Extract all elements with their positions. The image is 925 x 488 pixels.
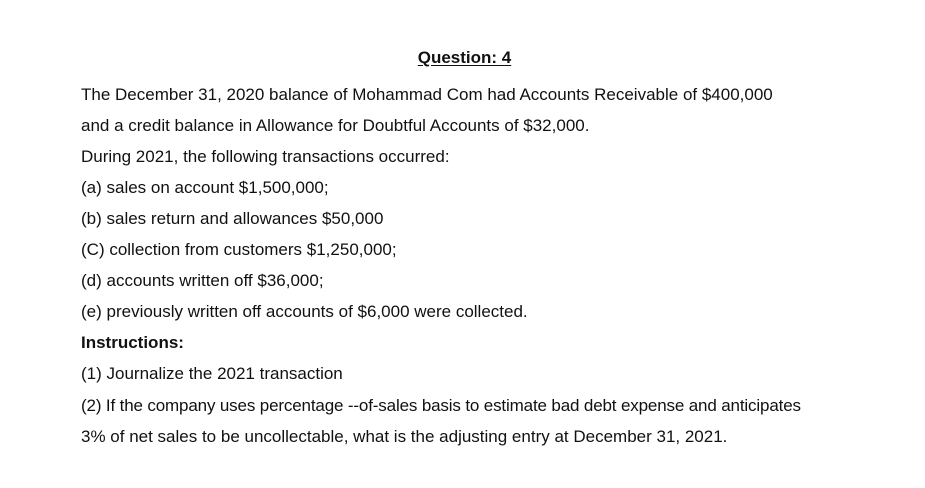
body-line: The December 31, 2020 balance of Mohammad Com had Accounts Receivable of $400,000 [81,85,773,104]
instruction-item: 3% of net sales to be uncollectable, what is the adjusting entry at December 31, 2021. [81,427,728,446]
transaction-item: (d) accounts written off $36,000; [81,271,324,290]
transaction-item: (b) sales return and allowances $50,000 [81,209,384,228]
body-line: and a credit balance in Allowance for Doubtful Accounts of $32,000. [81,116,590,135]
transaction-item: (e) previously written off accounts of $6,000 were collected. [81,302,528,321]
instructions-heading: Instructions: [81,333,184,352]
body-line: During 2021, the following transactions occurred: [81,147,450,166]
question-title-text: Question: 4 [417,48,512,67]
instruction-item: (1) Journalize the 2021 transaction [81,364,343,383]
question-title [0,47,925,69]
instruction-item: (2) If the company uses percentage --of-sales basis to estimate bad debt expense and anticipates [81,396,801,415]
transaction-item: (a) sales on account $1,500,000; [81,178,329,197]
transaction-item: (C) collection from customers $1,250,000; [81,240,397,259]
